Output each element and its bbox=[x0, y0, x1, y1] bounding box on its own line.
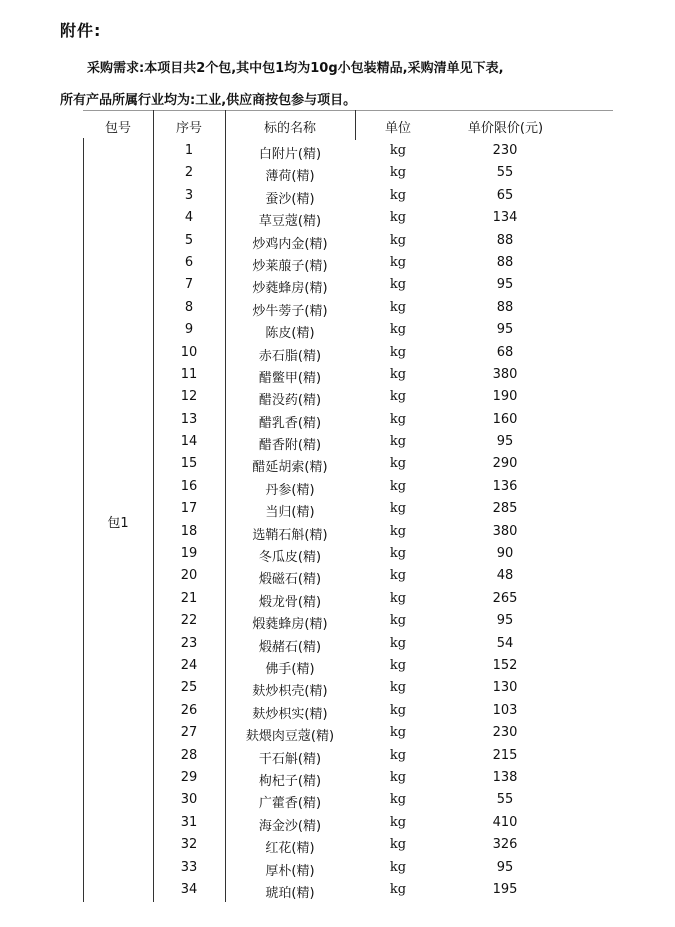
table-row bbox=[83, 162, 613, 184]
table-header-row bbox=[83, 110, 613, 138]
row-item-name: 草豆蔻(精) bbox=[258, 214, 322, 230]
row-unit: kg bbox=[389, 523, 407, 539]
row-seq: 30 bbox=[180, 792, 198, 808]
row-unit: kg bbox=[389, 277, 407, 293]
row-unit: kg bbox=[389, 792, 407, 808]
row-price: 103 bbox=[492, 702, 518, 718]
row-item-name: 煅蕤蜂房(精) bbox=[252, 617, 328, 633]
table-row bbox=[83, 857, 613, 879]
table-row bbox=[83, 297, 613, 319]
row-unit: kg bbox=[389, 344, 407, 360]
row-unit: kg bbox=[389, 881, 407, 897]
row-item-name: 琥珀(精) bbox=[265, 885, 315, 901]
row-item-name: 枸杞子(精) bbox=[258, 773, 322, 789]
row-unit: kg bbox=[389, 501, 407, 517]
row-price: 95 bbox=[496, 613, 514, 629]
row-price: 290 bbox=[492, 456, 518, 472]
table-row bbox=[83, 543, 613, 565]
row-price: 160 bbox=[492, 411, 518, 427]
row-price: 130 bbox=[492, 680, 518, 696]
row-item-name: 醋乳香(精) bbox=[258, 415, 322, 431]
row-seq: 21 bbox=[180, 590, 198, 606]
row-price: 95 bbox=[496, 322, 514, 338]
row-unit: kg bbox=[389, 635, 407, 651]
row-unit: kg bbox=[389, 590, 407, 606]
row-seq: 33 bbox=[180, 859, 198, 875]
row-price: 95 bbox=[496, 434, 514, 450]
row-unit: kg bbox=[389, 165, 407, 181]
row-price: 152 bbox=[492, 657, 518, 673]
row-seq: 31 bbox=[180, 814, 198, 830]
table-row bbox=[83, 453, 613, 475]
row-seq: 26 bbox=[180, 702, 198, 718]
row-seq: 4 bbox=[184, 210, 194, 226]
row-seq: 8 bbox=[184, 299, 194, 315]
table-row bbox=[83, 431, 613, 453]
row-item-name: 红花(精) bbox=[265, 841, 315, 857]
row-unit: kg bbox=[389, 299, 407, 315]
row-price: 68 bbox=[496, 344, 514, 360]
row-unit: kg bbox=[389, 254, 407, 270]
row-seq: 15 bbox=[180, 456, 198, 472]
row-price: 195 bbox=[492, 881, 518, 897]
row-unit: kg bbox=[389, 814, 407, 830]
row-seq: 27 bbox=[180, 725, 198, 741]
row-seq: 17 bbox=[180, 501, 198, 517]
table-row bbox=[83, 610, 613, 632]
row-unit: kg bbox=[389, 657, 407, 673]
row-seq: 18 bbox=[180, 523, 198, 539]
row-unit: kg bbox=[389, 456, 407, 472]
table-row bbox=[83, 677, 613, 699]
row-item-name: 麸炒枳实(精) bbox=[252, 706, 328, 722]
row-unit: kg bbox=[389, 478, 407, 494]
header-price-limit: 单价限价(元) bbox=[467, 121, 544, 136]
row-seq: 32 bbox=[180, 837, 198, 853]
row-item-name: 醋鳖甲(精) bbox=[258, 370, 322, 386]
row-unit: kg bbox=[389, 725, 407, 741]
row-price: 410 bbox=[492, 814, 518, 830]
row-price: 55 bbox=[496, 792, 514, 808]
row-item-name: 炒鸡内金(精) bbox=[252, 236, 328, 252]
row-seq: 13 bbox=[180, 411, 198, 427]
header-divider bbox=[355, 110, 356, 140]
row-item-name: 赤石脂(精) bbox=[258, 348, 322, 364]
row-item-name: 醋香附(精) bbox=[258, 438, 322, 454]
row-seq: 11 bbox=[180, 366, 198, 382]
row-unit: kg bbox=[389, 568, 407, 584]
row-item-name: 醋没药(精) bbox=[258, 393, 322, 409]
row-price: 54 bbox=[496, 635, 514, 651]
row-item-name: 海金沙(精) bbox=[258, 818, 322, 834]
row-item-name: 白附片(精) bbox=[258, 147, 322, 162]
row-unit: kg bbox=[389, 232, 407, 248]
table-row bbox=[83, 879, 613, 901]
table-row bbox=[83, 700, 613, 722]
row-unit: kg bbox=[389, 680, 407, 696]
row-unit: kg bbox=[389, 747, 407, 763]
row-item-name: 丹参(精) bbox=[265, 482, 315, 498]
table-row bbox=[83, 140, 613, 162]
row-unit: kg bbox=[389, 143, 407, 158]
row-price: 326 bbox=[492, 837, 518, 853]
header-package: 包号 bbox=[104, 121, 131, 136]
row-seq: 6 bbox=[184, 254, 194, 270]
row-price: 138 bbox=[492, 769, 518, 785]
procurement-requirement-text: 采购需求:本项目共2个包,其中包1均为10g小包装精品,采购清单见下表, bbox=[87, 61, 504, 76]
row-price: 65 bbox=[496, 187, 514, 203]
row-unit: kg bbox=[389, 389, 407, 405]
row-price: 285 bbox=[492, 501, 518, 517]
row-seq: 23 bbox=[180, 635, 198, 651]
table-row bbox=[83, 745, 613, 767]
table-row bbox=[83, 767, 613, 789]
table-row bbox=[83, 722, 613, 744]
row-seq: 9 bbox=[184, 322, 194, 338]
row-item-name: 冬瓜皮(精) bbox=[258, 550, 322, 566]
row-seq: 2 bbox=[184, 165, 194, 181]
table-row bbox=[83, 386, 613, 408]
header-item-name: 标的名称 bbox=[263, 121, 316, 136]
row-unit: kg bbox=[389, 837, 407, 853]
table-row bbox=[83, 633, 613, 655]
row-price: 230 bbox=[492, 143, 518, 158]
row-seq: 28 bbox=[180, 747, 198, 763]
row-seq: 5 bbox=[184, 232, 194, 248]
row-seq: 16 bbox=[180, 478, 198, 494]
row-item-name: 煅磁石(精) bbox=[258, 572, 322, 588]
row-price: 90 bbox=[496, 546, 514, 562]
row-price: 88 bbox=[496, 254, 514, 270]
row-item-name: 炒蕤蜂房(精) bbox=[252, 281, 328, 297]
row-price: 380 bbox=[492, 366, 518, 382]
row-seq: 25 bbox=[180, 680, 198, 696]
row-seq: 10 bbox=[180, 344, 198, 360]
row-price: 95 bbox=[496, 277, 514, 293]
row-price: 48 bbox=[496, 568, 514, 584]
row-item-name: 选鞘石斛(精) bbox=[252, 527, 328, 543]
row-unit: kg bbox=[389, 187, 407, 203]
table-row bbox=[83, 274, 613, 296]
table-row bbox=[83, 834, 613, 856]
row-seq: 1 bbox=[184, 143, 194, 158]
table-row bbox=[83, 319, 613, 341]
row-item-name: 当归(精) bbox=[265, 505, 315, 521]
table-row bbox=[83, 655, 613, 677]
row-seq: 14 bbox=[180, 434, 198, 450]
row-item-name: 炒莱菔子(精) bbox=[252, 258, 328, 274]
row-price: 380 bbox=[492, 523, 518, 539]
table-row bbox=[83, 789, 613, 811]
row-item-name: 煅龙骨(精) bbox=[258, 594, 322, 610]
table-row bbox=[83, 185, 613, 207]
row-seq: 22 bbox=[180, 613, 198, 629]
row-item-name: 麸煨肉豆蔻(精) bbox=[245, 729, 335, 745]
table-row bbox=[83, 476, 613, 498]
row-unit: kg bbox=[389, 769, 407, 785]
row-item-name: 煅赭石(精) bbox=[258, 639, 322, 655]
row-item-name: 陈皮(精) bbox=[265, 326, 315, 342]
table-row bbox=[83, 342, 613, 364]
row-price: 88 bbox=[496, 299, 514, 315]
row-price: 55 bbox=[496, 165, 514, 181]
row-price: 134 bbox=[492, 210, 518, 226]
table-row bbox=[83, 498, 613, 520]
header-unit: 单位 bbox=[384, 121, 411, 136]
header-divider bbox=[153, 110, 154, 140]
row-item-name: 干石斛(精) bbox=[258, 751, 322, 767]
row-seq: 7 bbox=[184, 277, 194, 293]
package-label: 包1 bbox=[107, 516, 129, 531]
row-unit: kg bbox=[389, 411, 407, 427]
row-item-name: 醋延胡索(精) bbox=[252, 460, 328, 476]
row-unit: kg bbox=[389, 210, 407, 226]
row-item-name: 佛手(精) bbox=[265, 661, 315, 677]
row-price: 88 bbox=[496, 232, 514, 248]
table-row bbox=[83, 565, 613, 587]
table-row bbox=[83, 521, 613, 543]
table-row bbox=[83, 812, 613, 834]
row-unit: kg bbox=[389, 434, 407, 450]
row-seq: 20 bbox=[180, 568, 198, 584]
row-unit: kg bbox=[389, 613, 407, 629]
row-seq: 29 bbox=[180, 769, 198, 785]
table-body bbox=[83, 140, 613, 901]
table-row bbox=[83, 252, 613, 274]
row-unit: kg bbox=[389, 859, 407, 875]
row-unit: kg bbox=[389, 366, 407, 382]
table-row bbox=[83, 364, 613, 386]
table-row bbox=[83, 207, 613, 229]
row-item-name: 蚕沙(精) bbox=[265, 191, 315, 207]
row-price: 190 bbox=[492, 389, 518, 405]
row-seq: 12 bbox=[180, 389, 198, 405]
table-row bbox=[83, 588, 613, 610]
row-price: 265 bbox=[492, 590, 518, 606]
row-seq: 24 bbox=[180, 657, 198, 673]
row-item-name: 炒牛蒡子(精) bbox=[252, 303, 328, 319]
row-seq: 34 bbox=[180, 881, 198, 897]
row-item-name: 薄荷(精) bbox=[265, 169, 315, 185]
row-price: 215 bbox=[492, 747, 518, 763]
industry-note-text: 所有产品所属行业均为:工业,供应商按包参与项目。 bbox=[60, 93, 357, 108]
row-unit: kg bbox=[389, 702, 407, 718]
row-price: 136 bbox=[492, 478, 518, 494]
row-item-name: 麸炒枳壳(精) bbox=[252, 684, 328, 700]
procurement-table bbox=[83, 110, 613, 902]
header-seq: 序号 bbox=[175, 121, 202, 136]
row-price: 230 bbox=[492, 725, 518, 741]
row-seq: 19 bbox=[180, 546, 198, 562]
table-row bbox=[83, 230, 613, 252]
row-unit: kg bbox=[389, 546, 407, 562]
row-item-name: 广藿香(精) bbox=[258, 796, 322, 812]
attachment-heading: 附件: bbox=[60, 21, 102, 40]
row-item-name: 厚朴(精) bbox=[265, 863, 315, 879]
row-unit: kg bbox=[389, 322, 407, 338]
header-divider bbox=[225, 110, 226, 140]
row-seq: 3 bbox=[184, 187, 194, 203]
table-row bbox=[83, 409, 613, 431]
row-price: 95 bbox=[496, 859, 514, 875]
